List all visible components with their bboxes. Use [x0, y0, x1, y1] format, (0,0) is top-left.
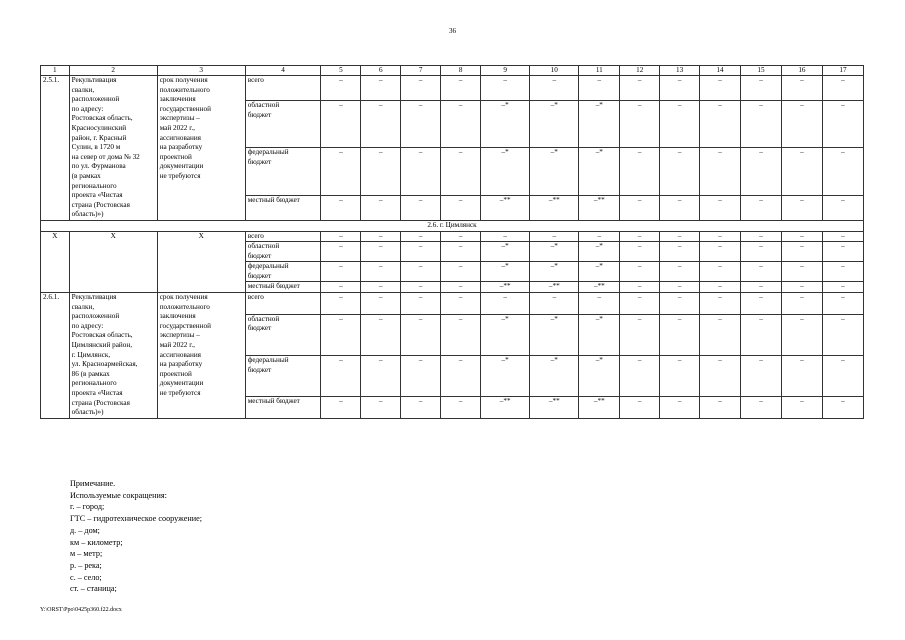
value-cell: –	[361, 314, 401, 355]
value-cell: –	[781, 100, 822, 148]
funding-source: местный бюджет	[245, 195, 321, 220]
value-cell: –	[361, 76, 401, 101]
value-cell: –	[441, 76, 481, 101]
value-cell: –*	[530, 148, 579, 196]
value-cell: –*	[530, 262, 579, 282]
value-cell: –	[700, 242, 741, 262]
funding-source: федеральный бюджет	[245, 262, 321, 282]
table-row	[41, 76, 864, 101]
value-cell: –	[441, 231, 481, 242]
value-cell: –	[401, 148, 441, 196]
value-cell: –	[321, 293, 361, 315]
value-cell: –	[700, 262, 741, 282]
value-cell: –	[530, 76, 579, 101]
notes-item: ст. – станица;	[70, 584, 117, 594]
value-cell: –	[700, 355, 741, 396]
value-cell: –	[700, 148, 741, 196]
value-cell: –*	[530, 314, 579, 355]
notes-item: р. – река;	[70, 560, 102, 570]
item-condition: Х	[157, 231, 245, 293]
value-cell: –	[620, 242, 660, 262]
value-cell: –	[660, 397, 700, 419]
value-cell: –	[321, 148, 361, 196]
funding-source: всего	[245, 231, 321, 242]
notes-item: км – километр;	[70, 537, 123, 547]
value-cell: –*	[481, 314, 530, 355]
value-cell: –*	[579, 262, 620, 282]
value-cell: –	[741, 262, 782, 282]
value-cell: –	[620, 355, 660, 396]
value-cell: –**	[530, 282, 579, 293]
notes-list	[70, 501, 202, 595]
value-cell: –	[441, 314, 481, 355]
value-cell: –**	[579, 397, 620, 419]
notes-title: Примечание.	[70, 479, 116, 488]
funding-source: всего	[245, 293, 321, 315]
funding-source: местный бюджет	[245, 397, 321, 419]
value-cell: –*	[530, 100, 579, 148]
funding-source: областной бюджет	[245, 100, 321, 148]
value-cell: –	[401, 282, 441, 293]
value-cell: –	[822, 242, 863, 262]
value-cell: –	[700, 195, 741, 220]
value-cell: –	[781, 242, 822, 262]
item-condition: срок получения положительного заключения государственной экспертизы – май 2022 г., ассигнования на разработку проектной документации не требуются	[157, 293, 245, 419]
value-cell: –	[660, 242, 700, 262]
column-header: 4	[245, 66, 321, 76]
value-cell: –	[660, 231, 700, 242]
value-cell: –	[781, 293, 822, 315]
table-row	[41, 293, 864, 315]
value-cell: –	[620, 148, 660, 196]
value-cell: –	[361, 242, 401, 262]
value-cell: –	[620, 76, 660, 101]
value-cell: –	[441, 148, 481, 196]
value-cell: –	[321, 231, 361, 242]
page-number: 36	[449, 27, 456, 35]
value-cell: –	[401, 76, 441, 101]
value-cell: –	[741, 148, 782, 196]
budget-table	[40, 65, 864, 419]
value-cell: –	[700, 76, 741, 101]
funding-source: федеральный бюджет	[245, 355, 321, 396]
value-cell: –	[620, 293, 660, 315]
column-header: 5	[321, 66, 361, 76]
value-cell: –	[401, 100, 441, 148]
value-cell: –*	[481, 242, 530, 262]
value-cell: –	[401, 314, 441, 355]
section-title: 2.6. г. Цимлянск	[41, 220, 864, 231]
notes-item: г. – город;	[70, 502, 105, 512]
value-cell: –	[700, 397, 741, 419]
value-cell: –	[822, 231, 863, 242]
value-cell: –	[579, 76, 620, 101]
column-header: 10	[530, 66, 579, 76]
value-cell: –	[781, 355, 822, 396]
value-cell: –	[361, 293, 401, 315]
value-cell: –	[660, 282, 700, 293]
value-cell: –	[321, 282, 361, 293]
value-cell: –	[741, 355, 782, 396]
value-cell: –	[700, 293, 741, 315]
value-cell: –*	[579, 148, 620, 196]
value-cell: –	[620, 100, 660, 148]
value-cell: –**	[530, 397, 579, 419]
value-cell: –	[741, 100, 782, 148]
value-cell: –	[361, 282, 401, 293]
notes-section	[70, 478, 202, 595]
value-cell: –	[321, 100, 361, 148]
value-cell: –	[741, 231, 782, 242]
value-cell: –	[321, 76, 361, 101]
value-cell: –	[660, 195, 700, 220]
value-cell: –	[579, 293, 620, 315]
value-cell: –*	[579, 355, 620, 396]
column-header: 12	[620, 66, 660, 76]
value-cell: –	[401, 231, 441, 242]
value-cell: –	[660, 76, 700, 101]
header-row	[41, 66, 864, 76]
value-cell: –	[620, 195, 660, 220]
value-cell: –	[781, 231, 822, 242]
column-header: 17	[822, 66, 863, 76]
value-cell: –*	[530, 242, 579, 262]
value-cell: –*	[481, 262, 530, 282]
value-cell: –	[401, 262, 441, 282]
value-cell: –	[822, 355, 863, 396]
value-cell: –	[660, 100, 700, 148]
file-path: Y:\ORST\Ppo\0425p360.f22.docx	[40, 607, 122, 613]
value-cell: –	[321, 355, 361, 396]
value-cell: –	[321, 242, 361, 262]
value-cell: –	[700, 282, 741, 293]
item-description: Рекультивация свалки, расположенной по адресу: Ростовская область, Цимлянский район, г. Цимлянск, ул. Красноармейская, 86 (в рамках регионального проекта «Чистая страна (Ростовская область)»)	[69, 293, 157, 419]
item-number: 2.6.1.	[41, 293, 70, 419]
value-cell: –	[660, 262, 700, 282]
value-cell: –*	[530, 355, 579, 396]
column-header: 15	[741, 66, 782, 76]
column-header: 16	[781, 66, 822, 76]
value-cell: –*	[481, 355, 530, 396]
value-cell: –**	[481, 195, 530, 220]
value-cell: –	[822, 314, 863, 355]
value-cell: –	[441, 397, 481, 419]
value-cell: –	[401, 397, 441, 419]
value-cell: –**	[481, 397, 530, 419]
value-cell: –	[620, 262, 660, 282]
value-cell: –	[822, 195, 863, 220]
value-cell: –	[822, 293, 863, 315]
value-cell: –	[481, 293, 530, 315]
value-cell: –	[620, 282, 660, 293]
value-cell: –	[481, 76, 530, 101]
value-cell: –	[401, 355, 441, 396]
value-cell: –	[530, 293, 579, 315]
value-cell: –	[441, 100, 481, 148]
value-cell: –	[700, 231, 741, 242]
column-header: 14	[700, 66, 741, 76]
value-cell: –	[822, 397, 863, 419]
value-cell: –	[781, 195, 822, 220]
value-cell: –	[781, 262, 822, 282]
funding-source: федеральный бюджет	[245, 148, 321, 196]
value-cell: –*	[481, 148, 530, 196]
value-cell: –	[620, 397, 660, 419]
value-cell: –	[441, 195, 481, 220]
value-cell: –	[441, 262, 481, 282]
column-header: 8	[441, 66, 481, 76]
column-header: 11	[579, 66, 620, 76]
value-cell: –	[781, 148, 822, 196]
value-cell: –	[700, 314, 741, 355]
value-cell: –	[741, 282, 782, 293]
value-cell: –*	[579, 314, 620, 355]
value-cell: –	[361, 231, 401, 242]
column-header: 7	[401, 66, 441, 76]
value-cell: –	[321, 314, 361, 355]
funding-source: областной бюджет	[245, 242, 321, 262]
notes-item: с. – село;	[70, 572, 102, 582]
value-cell: –**	[579, 282, 620, 293]
value-cell: –	[481, 231, 530, 242]
value-cell: –	[660, 148, 700, 196]
funding-source: всего	[245, 76, 321, 101]
value-cell: –	[781, 314, 822, 355]
table-row	[41, 231, 864, 242]
value-cell: –	[822, 262, 863, 282]
notes-item: м – метр;	[70, 549, 103, 559]
value-cell: –	[741, 314, 782, 355]
funding-source: местный бюджет	[245, 282, 321, 293]
item-condition: срок получения положительного заключения государственной экспертизы – май 2022 г., ассигнования на разработку проектной документации не требуются	[157, 76, 245, 221]
value-cell: –	[781, 76, 822, 101]
section-row	[41, 220, 864, 231]
column-header: 6	[361, 66, 401, 76]
value-cell: –	[401, 195, 441, 220]
value-cell: –	[441, 355, 481, 396]
notes-item: ГТС – гидротехническое сооружение;	[70, 514, 203, 524]
value-cell: –	[361, 355, 401, 396]
value-cell: –	[361, 195, 401, 220]
value-cell: –	[741, 242, 782, 262]
value-cell: –	[741, 397, 782, 419]
value-cell: –	[822, 100, 863, 148]
value-cell: –	[579, 231, 620, 242]
item-description: Х	[69, 231, 157, 293]
value-cell: –	[441, 293, 481, 315]
value-cell: –**	[579, 195, 620, 220]
funding-source: областной бюджет	[245, 314, 321, 355]
value-cell: –*	[481, 100, 530, 148]
value-cell: –	[321, 397, 361, 419]
value-cell: –	[321, 195, 361, 220]
value-cell: –	[321, 262, 361, 282]
item-number: 2.5.1.	[41, 76, 70, 221]
value-cell: –	[822, 76, 863, 101]
value-cell: –	[401, 242, 441, 262]
value-cell: –	[401, 293, 441, 315]
value-cell: –**	[530, 195, 579, 220]
value-cell: –	[361, 262, 401, 282]
item-description: Рекультивация свалки, расположенной по адресу: Ростовская область, Красносулинский район, г. Красный Сулин, в 1720 м на север от дома № 32 по ул. Фурманова (в рамках регионального проекта «Чистая страна (Ростовская область)»)	[69, 76, 157, 221]
value-cell: –*	[579, 100, 620, 148]
value-cell: –	[700, 100, 741, 148]
value-cell: –	[781, 397, 822, 419]
column-header: 3	[157, 66, 245, 76]
column-header: 2	[69, 66, 157, 76]
column-header: 13	[660, 66, 700, 76]
value-cell: –	[781, 282, 822, 293]
value-cell: –	[660, 314, 700, 355]
value-cell: –	[620, 314, 660, 355]
value-cell: –	[741, 76, 782, 101]
value-cell: –	[660, 293, 700, 315]
value-cell: –	[441, 282, 481, 293]
value-cell: –**	[481, 282, 530, 293]
notes-subtitle: Используемые сокращения:	[70, 490, 167, 500]
item-number: Х	[41, 231, 70, 293]
value-cell: –	[822, 282, 863, 293]
value-cell: –	[741, 195, 782, 220]
value-cell: –	[741, 293, 782, 315]
value-cell: –	[530, 231, 579, 242]
value-cell: –	[660, 355, 700, 396]
column-header: 9	[481, 66, 530, 76]
value-cell: –*	[579, 242, 620, 262]
value-cell: –	[441, 242, 481, 262]
value-cell: –	[822, 148, 863, 196]
value-cell: –	[361, 148, 401, 196]
value-cell: –	[361, 100, 401, 148]
value-cell: –	[620, 231, 660, 242]
notes-item: д. – дом;	[70, 525, 100, 535]
value-cell: –	[361, 397, 401, 419]
column-header: 1	[41, 66, 70, 76]
